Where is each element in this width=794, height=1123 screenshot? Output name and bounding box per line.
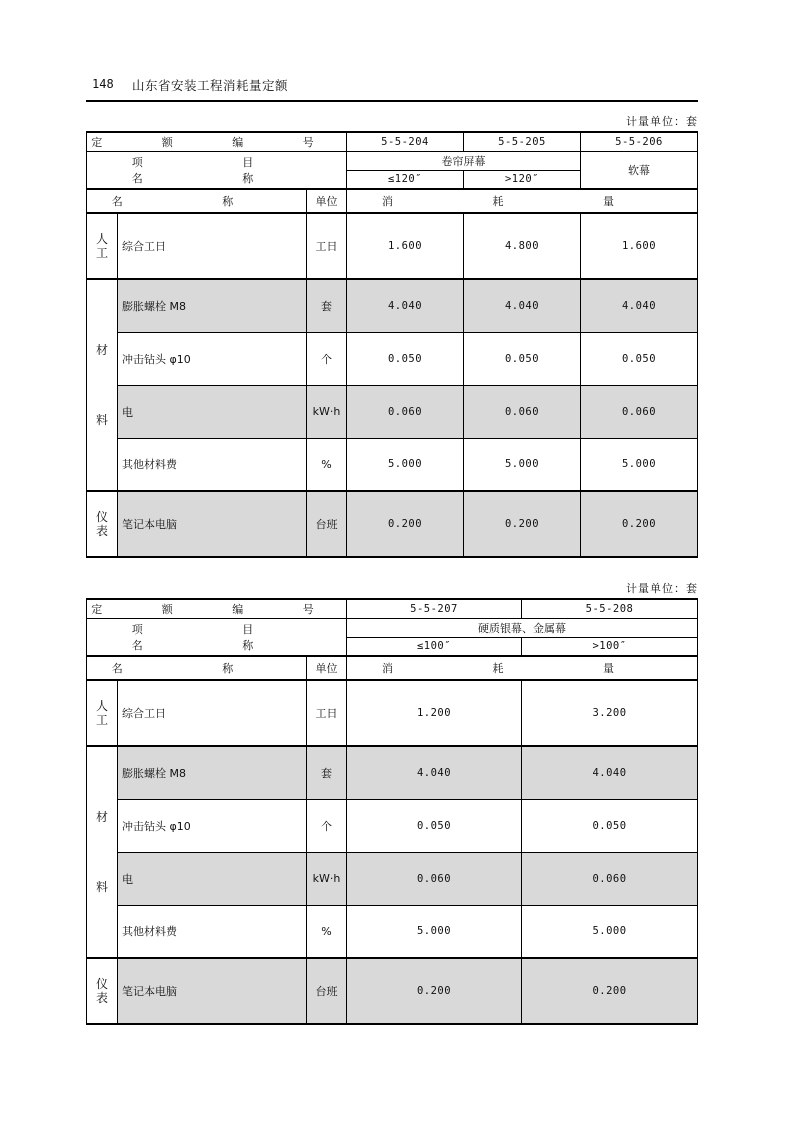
- category-material: 材 料: [87, 279, 118, 491]
- value-cell: 4.040: [522, 746, 698, 799]
- quota-table-2: [86, 598, 698, 1025]
- page-header: [86, 74, 698, 102]
- sub-le-100: ≤100″: [347, 637, 522, 656]
- value-cell: 5.000: [347, 905, 522, 958]
- code-label: 定 额 编 号: [87, 132, 347, 151]
- name-col: 名 称: [87, 189, 307, 213]
- item-name: 膨胀螺栓 M8: [118, 279, 307, 332]
- value-cell: 0.050: [347, 799, 522, 852]
- value-cell: 0.050: [581, 332, 698, 385]
- value-cell: 5.000: [464, 438, 581, 491]
- value-cell: 0.060: [347, 385, 464, 438]
- consumption-label: 消 耗 量: [347, 189, 698, 213]
- value-cell: 4.040: [347, 746, 522, 799]
- category-instrument: 仪 表: [87, 958, 118, 1024]
- sub-le-120: ≤120″: [347, 170, 464, 189]
- unit-col: 单位: [307, 656, 347, 680]
- value-cell: 0.200: [581, 491, 698, 557]
- value-cell: 0.050: [347, 332, 464, 385]
- item-name: 冲击钻头 φ10: [118, 799, 307, 852]
- item-unit: 工日: [307, 680, 347, 746]
- item-unit: 工日: [307, 213, 347, 279]
- item-name: 冲击钻头 φ10: [118, 332, 307, 385]
- code-5-5-204: 5-5-204: [347, 132, 464, 151]
- value-cell: 4.040: [464, 279, 581, 332]
- item-name: 电: [118, 852, 307, 905]
- unit-label-1: 计量单位：套: [626, 115, 698, 128]
- page-number: 148: [92, 77, 114, 91]
- sub-gt-100: >100″: [522, 637, 698, 656]
- code-label: 定 额 编 号: [87, 599, 347, 618]
- item-unit: 个: [307, 332, 347, 385]
- category-labor: 人 工: [87, 680, 118, 746]
- item-name: 笔记本电脑: [118, 958, 307, 1024]
- item-name: 其他材料费: [118, 905, 307, 958]
- value-cell: 4.040: [347, 279, 464, 332]
- value-cell: 1.600: [347, 213, 464, 279]
- code-5-5-205: 5-5-205: [464, 132, 581, 151]
- value-cell: 0.200: [522, 958, 698, 1024]
- code-5-5-206: 5-5-206: [581, 132, 698, 151]
- item-unit: 台班: [307, 491, 347, 557]
- quota-table-1: [86, 131, 698, 558]
- item-name: 电: [118, 385, 307, 438]
- item-unit: 个: [307, 799, 347, 852]
- value-cell: 0.060: [347, 852, 522, 905]
- name-col: 名 称: [87, 656, 307, 680]
- value-cell: 0.200: [464, 491, 581, 557]
- value-cell: 0.060: [464, 385, 581, 438]
- group-hard-screen: 硬质银幕、金属幕: [347, 618, 698, 637]
- value-cell: 4.800: [464, 213, 581, 279]
- unit-col: 单位: [307, 189, 347, 213]
- value-cell: 0.060: [522, 852, 698, 905]
- value-cell: 0.050: [522, 799, 698, 852]
- book-title: 山东省安装工程消耗量定额: [132, 78, 289, 93]
- value-cell: 5.000: [581, 438, 698, 491]
- item-label: 项 目 名 称: [87, 151, 347, 189]
- value-cell: 5.000: [347, 438, 464, 491]
- category-material: 材 料: [87, 746, 118, 958]
- value-cell: 0.200: [347, 491, 464, 557]
- item-name: 其他材料费: [118, 438, 307, 491]
- unit-label-2: 计量单位：套: [626, 582, 698, 595]
- value-cell: 0.200: [347, 958, 522, 1024]
- item-label: 项 目 名 称: [87, 618, 347, 656]
- item-name: 笔记本电脑: [118, 491, 307, 557]
- code-5-5-207: 5-5-207: [347, 599, 522, 618]
- item-unit: %: [307, 438, 347, 491]
- item-name: 综合工日: [118, 213, 307, 279]
- value-cell: 3.200: [522, 680, 698, 746]
- group-roller-screen: 卷帘屏幕: [347, 151, 581, 170]
- consumption-label: 消 耗 量: [347, 656, 698, 680]
- value-cell: 5.000: [522, 905, 698, 958]
- item-unit: 套: [307, 279, 347, 332]
- value-cell: 0.050: [464, 332, 581, 385]
- soft-screen-label: 软幕: [581, 151, 698, 189]
- category-instrument: 仪 表: [87, 491, 118, 557]
- item-name: 综合工日: [118, 680, 307, 746]
- value-cell: 1.600: [581, 213, 698, 279]
- value-cell: 4.040: [581, 279, 698, 332]
- code-5-5-208: 5-5-208: [522, 599, 698, 618]
- item-unit: 套: [307, 746, 347, 799]
- item-unit: 台班: [307, 958, 347, 1024]
- value-cell: 0.060: [581, 385, 698, 438]
- sub-gt-120: >120″: [464, 170, 581, 189]
- item-unit: kW·h: [307, 852, 347, 905]
- item-unit: kW·h: [307, 385, 347, 438]
- value-cell: 1.200: [347, 680, 522, 746]
- item-unit: %: [307, 905, 347, 958]
- category-labor: 人 工: [87, 213, 118, 279]
- item-name: 膨胀螺栓 M8: [118, 746, 307, 799]
